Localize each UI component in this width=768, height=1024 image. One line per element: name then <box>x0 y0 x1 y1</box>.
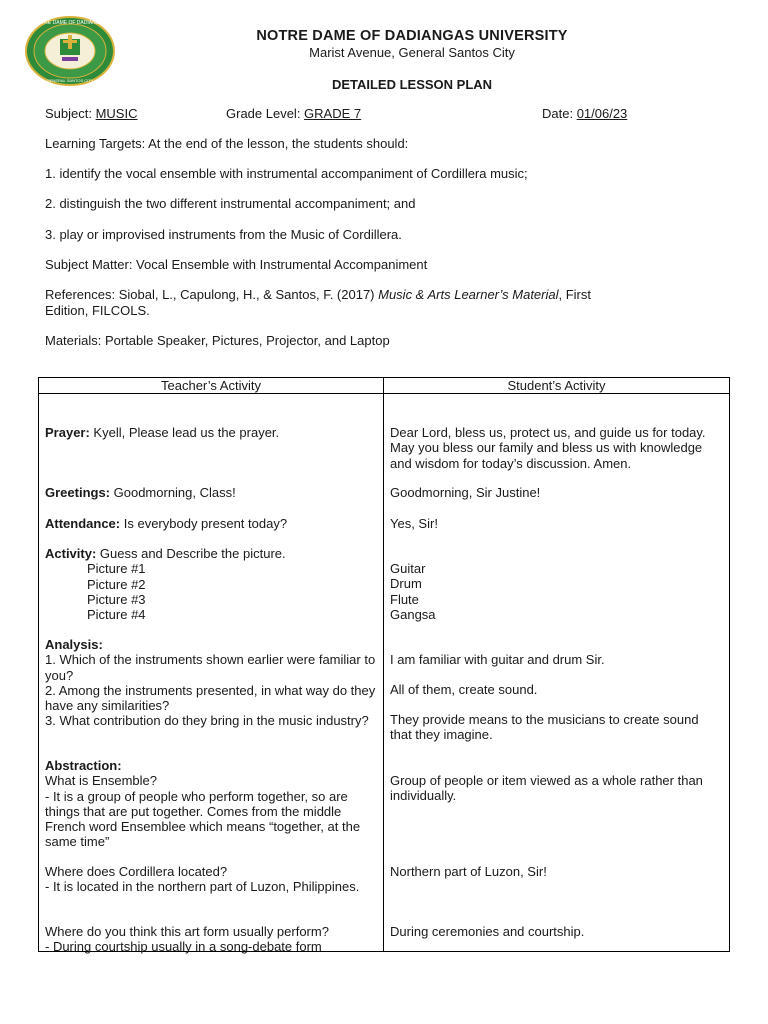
abstraction-q3: Where do you think this art form usually perform? <box>45 924 329 939</box>
prayer-label: Prayer: <box>45 425 90 440</box>
answer-1: Guitar <box>390 561 426 576</box>
teacher-attendance <box>45 516 377 531</box>
teacher-abstraction <box>45 758 377 850</box>
answer-4: Gangsa <box>390 606 436 622</box>
grade-field <box>226 106 361 121</box>
student-greetings: Goodmorning, Sir Justine! <box>390 485 541 500</box>
grade-label: Grade Level: <box>226 106 305 121</box>
table-body-row <box>39 394 730 952</box>
abstraction-label: Abstraction: <box>45 758 122 773</box>
student-analysis-a1: I am familiar with guitar and drum Sir. <box>390 652 605 667</box>
answer-2: Drum <box>390 576 422 592</box>
student-prayer: Dear Lord, bless us, protect us, and guide us for today. May you bless our family and bless us with knowledge and wisdom for today’s discussion. Amen. <box>390 425 706 471</box>
teacher-activity <box>45 546 377 622</box>
student-analysis-a2: All of them, create sound. <box>390 682 538 697</box>
references-line2: Edition, FILCOLS. <box>45 302 150 318</box>
attend-label: Attendance: <box>45 516 121 531</box>
references <box>45 287 728 318</box>
prayer-text: Kyell, Please lead us the prayer. <box>89 425 280 440</box>
activity-label: Activity: <box>45 546 97 561</box>
teacher-prayer <box>45 425 377 440</box>
picture-4: Picture #4 <box>87 607 146 623</box>
logo-text-top: NOTRE DAME OF DADIANGAS <box>33 20 107 26</box>
learning-target-3: 3. play or improvised instruments from the Music of Cordillera. <box>45 227 402 242</box>
picture-1: Picture #1 <box>87 561 146 577</box>
teacher-greetings <box>45 485 377 500</box>
abstraction-q1: What is Ensemble? <box>45 773 157 789</box>
student-attendance: Yes, Sir! <box>390 516 438 531</box>
logo-text-bottom: GENERAL SANTOS CITY <box>46 78 94 83</box>
greet-label: Greetings: <box>45 485 111 500</box>
student-picture-answers <box>390 561 723 622</box>
learning-target-2: 2. distinguish the two different instrumental accompaniment; and <box>45 196 416 211</box>
header-student-activity: Student’s Activity <box>384 378 730 394</box>
analysis-q2: 2. Among the instruments presented, in what way do they have any similarities? <box>45 682 376 714</box>
date-label: Date: <box>542 106 577 121</box>
student-column <box>384 394 730 952</box>
subject-field <box>45 106 137 121</box>
university-address: Marist Avenue, General Santos City <box>309 45 515 60</box>
header-teacher-activity: Teacher’s Activity <box>39 378 384 394</box>
abstraction-a3: - During courtship usually in a song-debate form <box>45 939 322 955</box>
university-name: NOTRE DAME OF DADIANGAS UNIVERSITY <box>256 28 568 44</box>
answer-3: Flute <box>390 591 419 607</box>
references-prefix: References: Siobal, L., Capulong, H., & Santos, F. (2017) <box>45 287 379 302</box>
date-field <box>542 106 627 121</box>
references-title: Music & Arts Learner’s Material <box>378 287 559 302</box>
analysis-q1: 1. Which of the instruments shown earlier were familiar to you? <box>45 652 376 683</box>
student-analysis-a3: They provide means to the musicians to create sound that they imagine. <box>390 712 699 743</box>
subject-value: MUSIC <box>95 106 138 121</box>
materials: Materials: Portable Speaker, Pictures, Projector, and Laptop <box>45 333 390 348</box>
references-suffix: , First <box>558 287 591 302</box>
table-header-row <box>39 378 730 394</box>
student-abstraction-a1: Group of people or item viewed as a whole rather than individually. <box>390 773 703 804</box>
picture-3: Picture #3 <box>87 591 146 607</box>
abstraction-a1: - It is a group of people who perform together, so are things that are put together. Comes from the middle French word Ensemblee which means “together, at the same time” <box>45 788 361 850</box>
activity-text: Guess and Describe the picture. <box>96 546 286 561</box>
student-abstraction-a3: During ceremonies and courtship. <box>390 924 585 939</box>
abstraction-q2: Where does Cordillera located? <box>45 864 228 879</box>
teacher-analysis <box>45 637 377 729</box>
subject-matter: Subject Matter: Vocal Ensemble with Instrumental Accompaniment <box>45 257 428 272</box>
teacher-artform <box>45 924 377 955</box>
analysis-label: Analysis: <box>45 637 103 652</box>
analysis-q3: 3. What contribution do they bring in the music industry? <box>45 713 369 729</box>
teacher-column <box>39 394 384 955</box>
teacher-cordillera <box>45 864 377 895</box>
abstraction-a2: - It is located in the northern part of Luzon, Philippines. <box>45 879 360 895</box>
learning-targets-intro: Learning Targets: At the end of the lesson, the students should: <box>45 136 409 151</box>
subject-label: Subject: <box>45 106 96 121</box>
student-abstraction-a2: Northern part of Luzon, Sir! <box>390 864 547 879</box>
learning-target-1: 1. identify the vocal ensemble with instrumental accompaniment of Cordillera music; <box>45 166 528 181</box>
lesson-meta-row <box>45 106 745 124</box>
picture-2: Picture #2 <box>87 576 146 592</box>
date-value: 01/06/23 <box>576 106 628 121</box>
grade-value: GRADE 7 <box>304 106 362 121</box>
attend-text: Is everybody present today? <box>120 516 288 531</box>
greet-text: Goodmorning, Class! <box>110 485 236 500</box>
document-title: DETAILED LESSON PLAN <box>331 77 493 92</box>
activity-table <box>38 377 730 955</box>
